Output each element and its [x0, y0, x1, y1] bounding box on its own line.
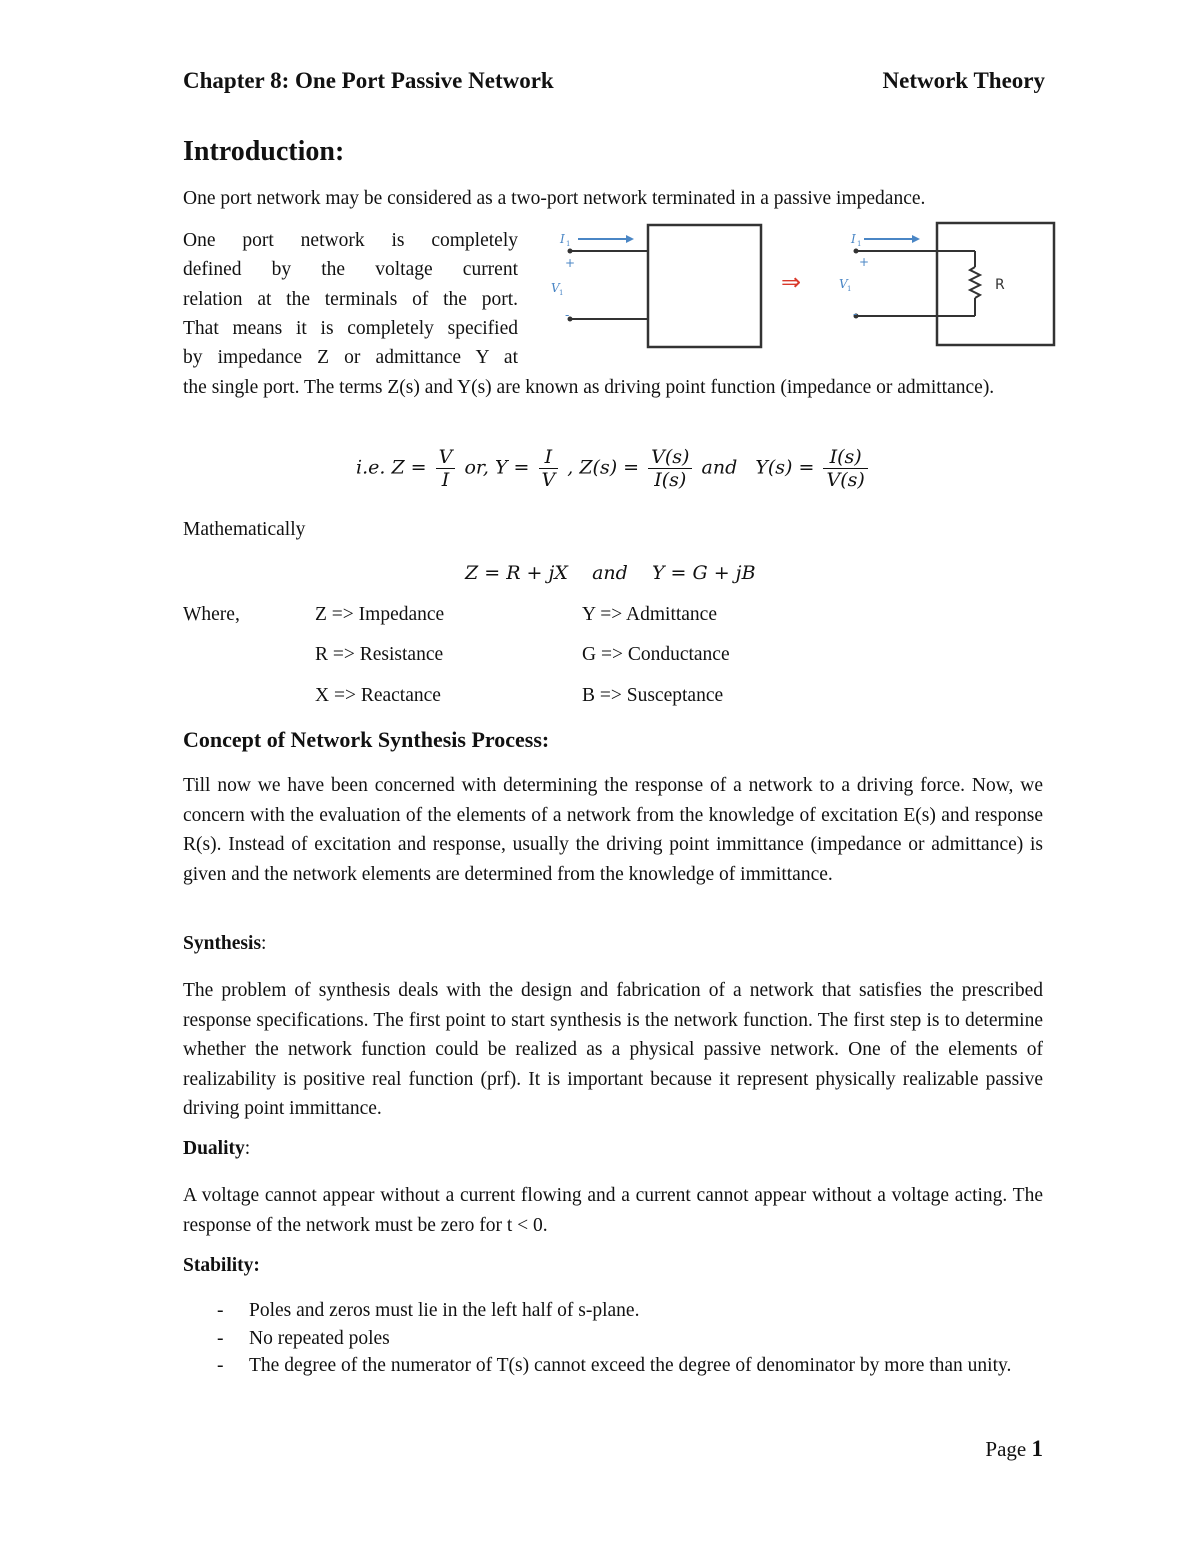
- page-number: Page 1: [985, 1436, 1043, 1461]
- subject-title: Network Theory: [882, 68, 1045, 93]
- eq-prefix: i.e. Z =: [356, 456, 427, 479]
- definition-item: R => Resistance: [315, 644, 444, 665]
- fraction-is-over-vs: $\frac{I(s)}{V(s)}$: [823, 446, 867, 491]
- definition-item: B => Susceptance: [582, 685, 724, 706]
- equivalence-arrow-icon: ⇒: [781, 268, 802, 296]
- current-subscript: 1: [566, 240, 571, 248]
- voltage-label: V: [551, 281, 560, 295]
- fraction-i-over-v: $\frac{I}{V}$: [539, 446, 559, 491]
- voltage-label: V: [839, 277, 848, 291]
- synthesis-paragraph: The problem of synthesis deals with the design and fabrication of a network that satisfies the prescribed response specifications. The first point to start synthesis is the network function. The first step is to determine whether the network function could be realized as a physical passive network. One of the elements of realizability is positive real function (prf). It is important because it represent physically realizable passive driving point immittance.: [183, 980, 1043, 1119]
- current-label: I: [851, 232, 856, 246]
- list-item: - Poles and zeros must lie in the left half of s-plane.: [217, 1300, 640, 1321]
- fraction-vs-over-is: $\frac{V(s)}{I(s)}$: [648, 446, 692, 491]
- resistor-icon: [970, 267, 980, 298]
- definition-item: X => Reactance: [315, 685, 441, 706]
- driving-point-equation: [356, 446, 871, 491]
- definition-item: G => Conductance: [582, 644, 730, 665]
- fraction-v-over-i: $\frac{V}{I}$: [436, 446, 456, 491]
- intro-line: That means it is completely specified: [183, 317, 518, 339]
- intro-paragraph-1: One port network may be considered as a two-port network terminated in a passive impedance.: [183, 188, 926, 209]
- synthesis-heading: Synthesis:: [183, 933, 267, 954]
- minus-sign: -: [853, 307, 858, 321]
- current-subscript: 1: [857, 240, 862, 248]
- plus-sign: +: [565, 256, 576, 270]
- resistor-label: R: [995, 277, 1005, 293]
- intro-line: relation at the terminals of the port.: [183, 288, 518, 310]
- duality-paragraph: A voltage cannot appear without a current flowing and a current cannot appear without a voltage acting. The response of the network must be zero for t < 0.: [183, 1185, 1043, 1236]
- where-label: Where,: [183, 604, 240, 625]
- voltage-subscript: 1: [559, 289, 564, 297]
- network-box-left: [551, 225, 761, 347]
- list-item: - The degree of the numerator of T(s) cannot exceed the degree of denominator by more than unity.: [217, 1355, 1012, 1376]
- introduction-heading: Introduction:: [183, 136, 345, 167]
- network-box-right: [839, 223, 1054, 345]
- chapter-title: Chapter 8: One Port Passive Network: [183, 68, 554, 93]
- duality-heading: Duality:: [183, 1138, 251, 1159]
- minus-sign: -: [565, 308, 570, 322]
- stability-heading: Stability:: [183, 1255, 260, 1276]
- impedance-admittance-equation: Z = R + jX and Y = G + jB: [465, 562, 756, 584]
- stability-list: [217, 1297, 1037, 1380]
- intro-line: One port network is completely: [183, 230, 518, 251]
- plus-sign: +: [859, 255, 870, 269]
- eq-mid-2: , Z(s) =: [567, 456, 640, 479]
- intro-line: defined by the voltage current: [183, 259, 518, 281]
- synthesis-concept-paragraph: Till now we have been concerned with determining the response of a network to a driving force. Now, we concern with the evaluation of the elements of a network from the knowledge of excitation E(s) and response R(s). Instead of excitation and response, usually the driving point immittance (impedance or admittance) is given and the network elements are determined from the knowledge of immittance.: [183, 775, 1043, 885]
- definition-item: Z => Impedance: [315, 604, 445, 625]
- one-port-network-diagram: [540, 215, 1060, 355]
- current-label: I: [560, 232, 565, 246]
- eq-mid-3: and Y(s) =: [701, 456, 815, 479]
- intro-paragraph-2: [183, 226, 518, 372]
- mathematically-label: Mathematically: [183, 519, 306, 540]
- intro-line: by impedance Z or admittance Y at: [183, 347, 518, 369]
- voltage-subscript: 1: [847, 285, 852, 293]
- definition-item: Y => Admittance: [582, 604, 717, 625]
- intro-paragraph-2-continued: the single port. The terms Z(s) and Y(s) are known as driving point function (impedance or admittance).: [183, 377, 995, 398]
- synthesis-concept-heading: Concept of Network Synthesis Process:: [183, 727, 550, 752]
- list-item: - No repeated poles: [217, 1327, 390, 1349]
- eq-mid-1: or, Y =: [464, 456, 530, 479]
